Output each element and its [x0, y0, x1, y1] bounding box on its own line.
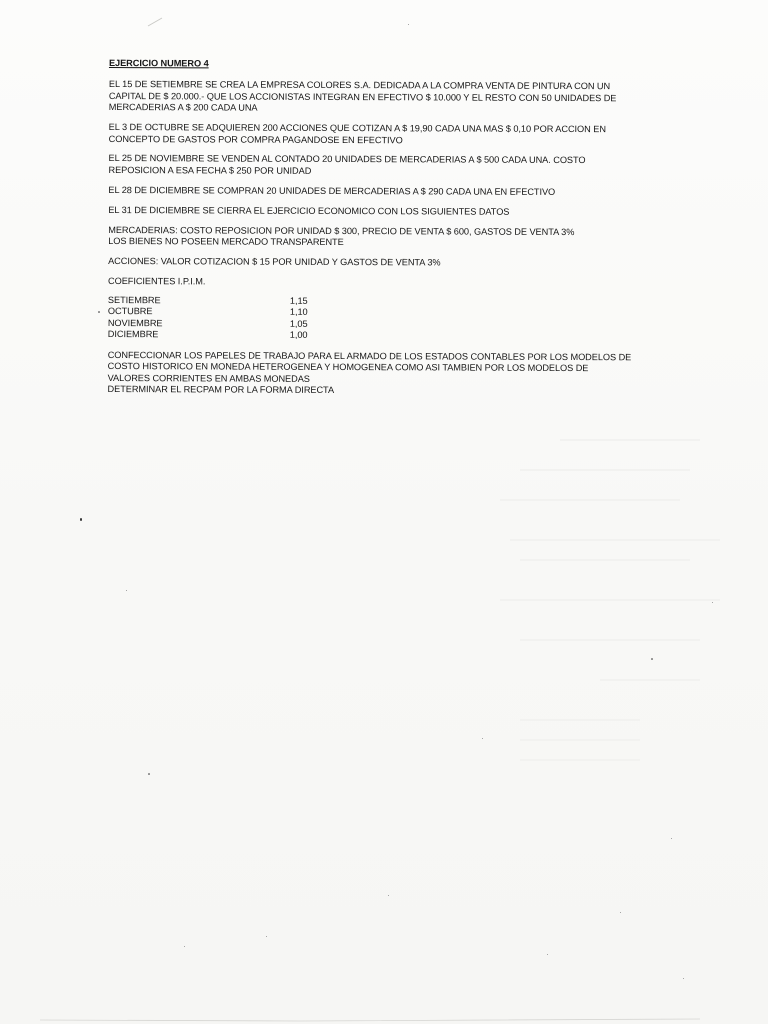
exercise-document [107, 58, 709, 407]
paragraph-merchandise-purchase: EL 28 DE DICIEMBRE SE COMPRAN 20 UNIDADES DE MERCADERIAS A $ 290 CADA UNA EN EFECTIVO [108, 184, 556, 197]
coefficient-month: DICIEMBRE [107, 328, 159, 340]
paragraph-shares-data: ACCIONES: VALOR COTIZACION $ 15 POR UNIDAD Y GASTOS DE VENTA 3% [108, 255, 441, 268]
instructions-paragraph: CONFECCIONAR LOS PAPELES DE TRABAJO PARA EL ARMADO DE LOS ESTADOS CONTABLES POR LOS MODELOS DE COSTO HISTORICO EN MONEDA HETEROGENEA Y HOMOGENEA COMO ASI TAMBIEN POR LOS MODELOS DE VALORES CORRIENTES EN AMBAS MONEDAS DETERMINAR EL RECPAM POR LA FORMA DIRECTA [107, 349, 632, 396]
coefficient-value: 1,10 [289, 307, 308, 318]
coefficient-value: 1,15 [289, 295, 308, 307]
paragraph-merchandise-sale: EL 25 DE NOVIEMBRE SE VENDEN AL CONTADO 20 UNIDADES DE MERCADERIAS A $ 500 CADA UNA. COSTO REPOSICION A ESA FECHA $ 250 POR UNIDAD [108, 153, 586, 176]
paragraph-share-purchase: EL 3 DE OCTUBRE SE ADQUIEREN 200 ACCIONES QUE COTIZAN A $ 19,90 CADA UNA MAS $ 0,10 POR ACCION EN CONCEPTO DE GASTOS POR COMPRA PAGANDOSE EN EFECTIVO [108, 122, 606, 145]
coefficients-table [108, 295, 308, 341]
table-row [108, 329, 308, 341]
paragraph-merchandise-data: MERCADERIAS: COSTO REPOSICION POR UNIDAD $ 300, PRECIO DE VENTA $ 600, GASTOS DE VENTA 3% LOS BIENES NO POSEEN MERCADO TRANSPARENTE [108, 224, 575, 247]
table-row [108, 306, 308, 318]
paragraph-year-close: EL 31 DE DICIEMBRE SE CIERRA EL EJERCICIO ECONOMICO CON LOS SIGUIENTES DATOS [108, 204, 510, 217]
coefficient-month: NOVIEMBRE [107, 317, 163, 328]
table-row [108, 318, 308, 330]
coefficient-value: 1,00 [289, 329, 308, 340]
exercise-title: EJERCICIO NUMERO 4 [108, 58, 209, 69]
coefficient-value: 1,05 [289, 318, 308, 329]
coefficient-month: SETIEMBRE [107, 295, 161, 306]
paragraph-company-creation: EL 15 DE SETIEMBRE SE CREA LA EMPRESA COLORES S.A. DEDICADA A LA COMPRA VENTA DE PINTURA CON UN CAPITAL DE $ 20.000.- QUE LOS ACCIONISTAS INTEGRAN EN EFECTIVO $ 10.000 Y EL RESTO CON 50 UNIDADES DE MERCADERIAS A $ 200 CADA UNA [108, 79, 617, 113]
table-row [108, 295, 308, 307]
coefficient-month: OCTUBRE [107, 306, 153, 317]
coefficients-heading: COEFICIENTES I.P.I.M. [108, 275, 206, 287]
